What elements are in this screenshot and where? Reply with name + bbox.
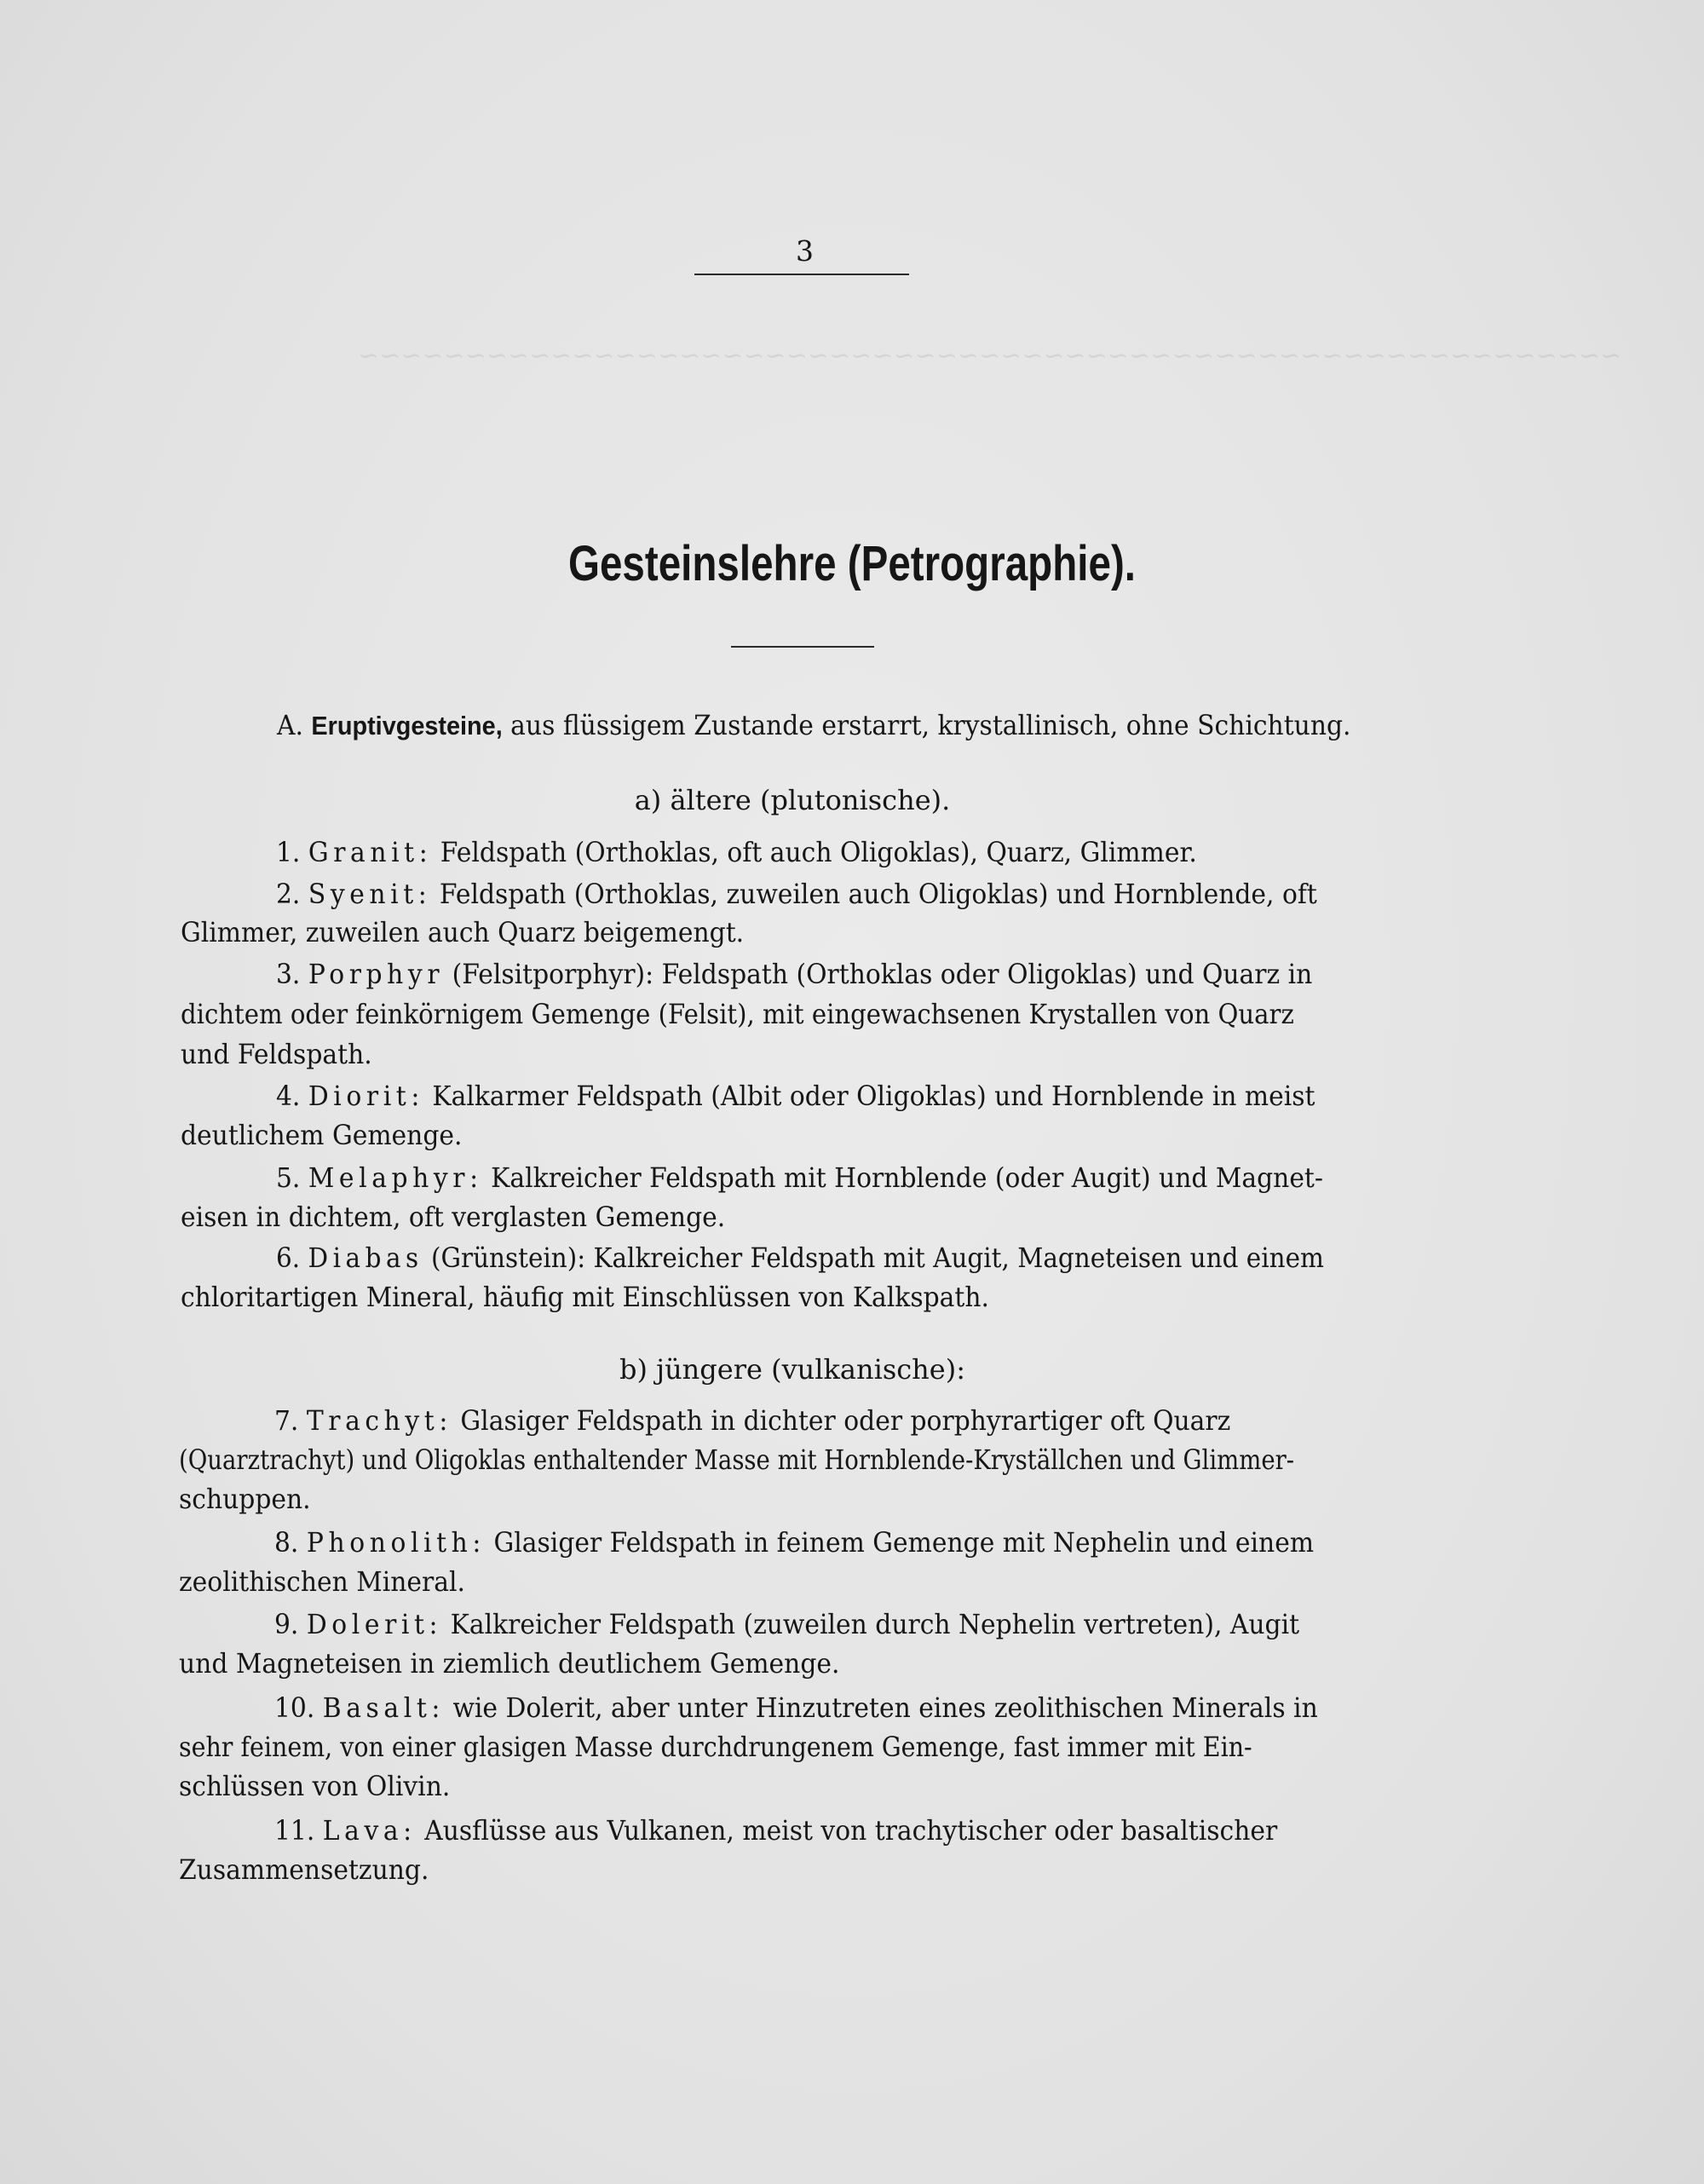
entry-term: Phonolith: [306,1526,486,1559]
entry-term: Dolerit: [306,1608,443,1640]
entry-line: eisen in dichtem, oft verglasten Gemenge. [181,1201,726,1233]
entry-text: Kalkreicher Feldspath (zuweilen durch Nephelin vertreten), Augit [450,1608,1300,1640]
entry-line [274,1400,1230,1441]
entry-term: Diorit: [308,1080,424,1112]
page-title: Gesteinslehre (Petrographie). [567,536,1137,591]
entry-line: Zusammensetzung. [179,1853,429,1886]
section-a-description: aus flüssigem Zustande erstarrt, krystallinisch, ohne Schichtung. [510,709,1351,741]
entry-text: (Grünstein): Kalkreicher Feldspath mit Augit, Magneteisen und einem [431,1242,1324,1274]
entry-line: und Feldspath. [181,1038,372,1070]
title-rule [731,646,874,648]
entry-term: Lava: [322,1814,417,1847]
entry-text: Kalkreicher Feldspath mit Hornblende (oder Augit) und Magnet- [491,1161,1323,1194]
entry-term: Syenit: [308,878,432,910]
entry-term: Basalt: [322,1691,445,1724]
entry-term: Porphyr [308,958,445,990]
entry-line: schuppen. [179,1483,311,1515]
section-a-name: Eruptivgesteine, [311,711,503,740]
entry-line [274,1687,1318,1728]
entry-line [274,1604,1299,1645]
entry-line [274,1522,1314,1563]
entry-number: 7. [274,1404,299,1437]
entry-number: 8. [274,1526,299,1559]
entry-line: (Quarztrachyt) und Oligoklas enthaltender Masse mit Hornblende-Kryställchen und Glimmer- [179,1444,1295,1476]
entry-line: chloritartigen Mineral, häufig mit Einschlüssen von Kalkspath. [181,1281,989,1313]
entry-line [276,1157,1323,1198]
entry-text: Ausflüsse aus Vulkanen, meist von trachytischer oder basaltischer [424,1814,1278,1847]
entry-number: 1. [276,836,301,868]
entry-term: Diabas [308,1242,423,1274]
entry-number: 2. [276,878,301,910]
page-number-rule [694,274,909,275]
entry-text: (Felsitporphyr): Feldspath (Orthoklas oder Oligoklas) und Quarz in [452,958,1313,990]
entry-line [276,1237,1324,1278]
subsection-a-heading: a) ältere (plutonische). [634,784,951,816]
entry-number: 3. [276,958,301,990]
entry-text: Feldspath (Orthoklas, oft auch Oligoklas), Quarz, Glimmer. [440,836,1197,868]
entry-number: 9. [274,1608,299,1640]
entry-number: 4. [276,1080,301,1112]
entry-number: 11. [274,1814,315,1847]
subsection-b-heading: b) jüngere (vulkanische): [619,1353,965,1386]
entry-line: Glimmer, zuweilen auch Quarz beigemengt. [181,916,745,948]
entry-line [274,1810,1277,1851]
entry-line: deutlichem Gemenge. [181,1119,463,1151]
entry-term: Granit: [308,836,433,868]
entry-line: dichtem oder feinkörnigem Gemenge (Felsit), mit eingewachsenen Krystallen von Quarz [181,998,1294,1030]
entry-line [276,873,1317,914]
entry-term: Trachyt: [306,1404,452,1437]
entry-line: schlüssen von Olivin. [179,1770,451,1802]
entry-text: Glasiger Feldspath in feinem Gemenge mit Nephelin und einem [493,1526,1315,1559]
entry-line: sehr feinem, von einer glasigen Masse durchdrungenem Gemenge, fast immer mit Ein- [179,1731,1252,1763]
entry-term: Melaphyr: [308,1161,483,1194]
entry-text: Feldspath (Orthoklas, zuweilen auch Oligoklas) und Hornblende, oft [439,878,1317,910]
page-number: 3 [796,234,815,268]
entry-line [276,832,1197,873]
entry-text: Kalkarmer Feldspath (Albit oder Oligoklas) und Hornblende in meist [432,1080,1315,1112]
entry-line [276,1075,1315,1116]
bleed-through-text: ~~~~~~~~~~~~~~~~~~~~~~~~~~~~~~~~~~~~~~~~~~~~~~~~~~~~~~~~~~~ [358,341,1622,371]
entry-line [276,954,1312,994]
entry-line: und Magneteisen in ziemlich deutlichem Gemenge. [179,1647,840,1680]
section-a-letter: A. [277,709,303,741]
entry-number: 6. [276,1242,301,1274]
entry-number: 10. [274,1691,315,1724]
entry-text: wie Dolerit, aber unter Hinzutreten eines zeolithischen Minerals in [452,1691,1318,1724]
entry-text: Glasiger Feldspath in dichter oder porphyrartiger oft Quarz [460,1404,1231,1437]
entry-line: zeolithischen Mineral. [179,1565,465,1598]
entry-number: 5. [276,1161,301,1194]
section-a-heading [277,709,1402,741]
